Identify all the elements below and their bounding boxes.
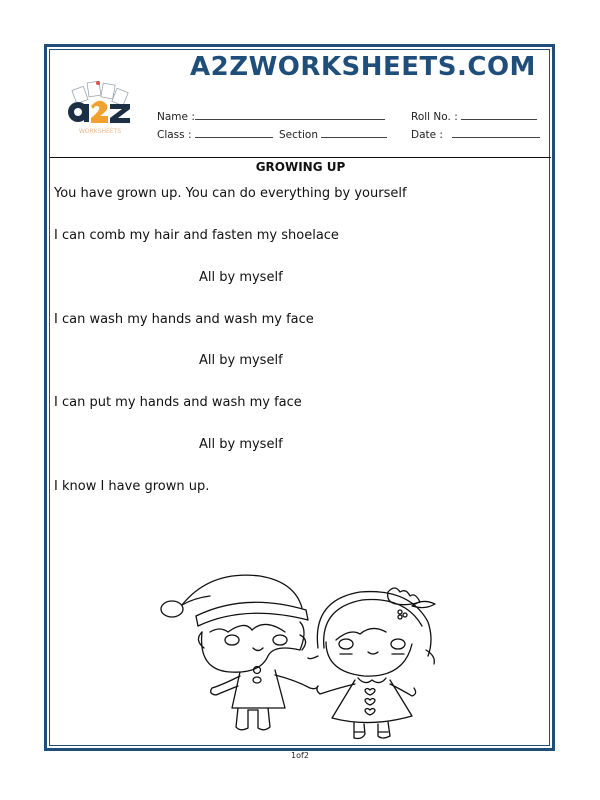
site-title: A2ZWORKSHEETS.COM xyxy=(190,52,536,82)
poem-refrain: All by myself xyxy=(199,353,283,368)
poem-line: I know I have grown up. xyxy=(54,479,210,494)
poem-line: You have grown up. You can do everything by yourself xyxy=(54,186,407,201)
svg-text:WORKSHEETS: WORKSHEETS xyxy=(78,128,122,135)
date-field[interactable] xyxy=(411,128,540,141)
two-children-holding-hands-icon xyxy=(150,560,450,740)
poem-refrain: All by myself xyxy=(199,270,283,285)
poem-line: I can wash my hands and wash my face xyxy=(54,312,314,327)
date-label: Date : xyxy=(411,129,443,141)
date-blank[interactable] xyxy=(452,128,540,138)
poem-line: I can comb my hair and fasten my shoelace xyxy=(54,228,339,243)
section-label: Section xyxy=(279,129,319,141)
section-field[interactable] xyxy=(279,128,387,141)
class-label: Class : xyxy=(157,129,192,141)
roll-number-label: Roll No. : xyxy=(411,111,458,123)
name-blank[interactable] xyxy=(195,110,385,120)
name-label: Name : xyxy=(157,111,195,123)
page-number: 1of2 xyxy=(291,751,309,760)
worksheet-title: GROWING UP xyxy=(255,160,346,174)
poem-refrain: All by myself xyxy=(199,437,283,452)
a2z-worksheets-logo-icon xyxy=(60,78,140,138)
class-blank[interactable] xyxy=(195,128,273,138)
poem-line: I can put my hands and wash my face xyxy=(54,395,302,410)
name-field[interactable] xyxy=(157,110,385,123)
header-divider xyxy=(50,157,551,158)
class-field[interactable] xyxy=(157,128,273,141)
roll-number-blank[interactable] xyxy=(461,110,537,120)
section-blank[interactable] xyxy=(321,128,387,138)
roll-number-field[interactable] xyxy=(411,110,537,123)
